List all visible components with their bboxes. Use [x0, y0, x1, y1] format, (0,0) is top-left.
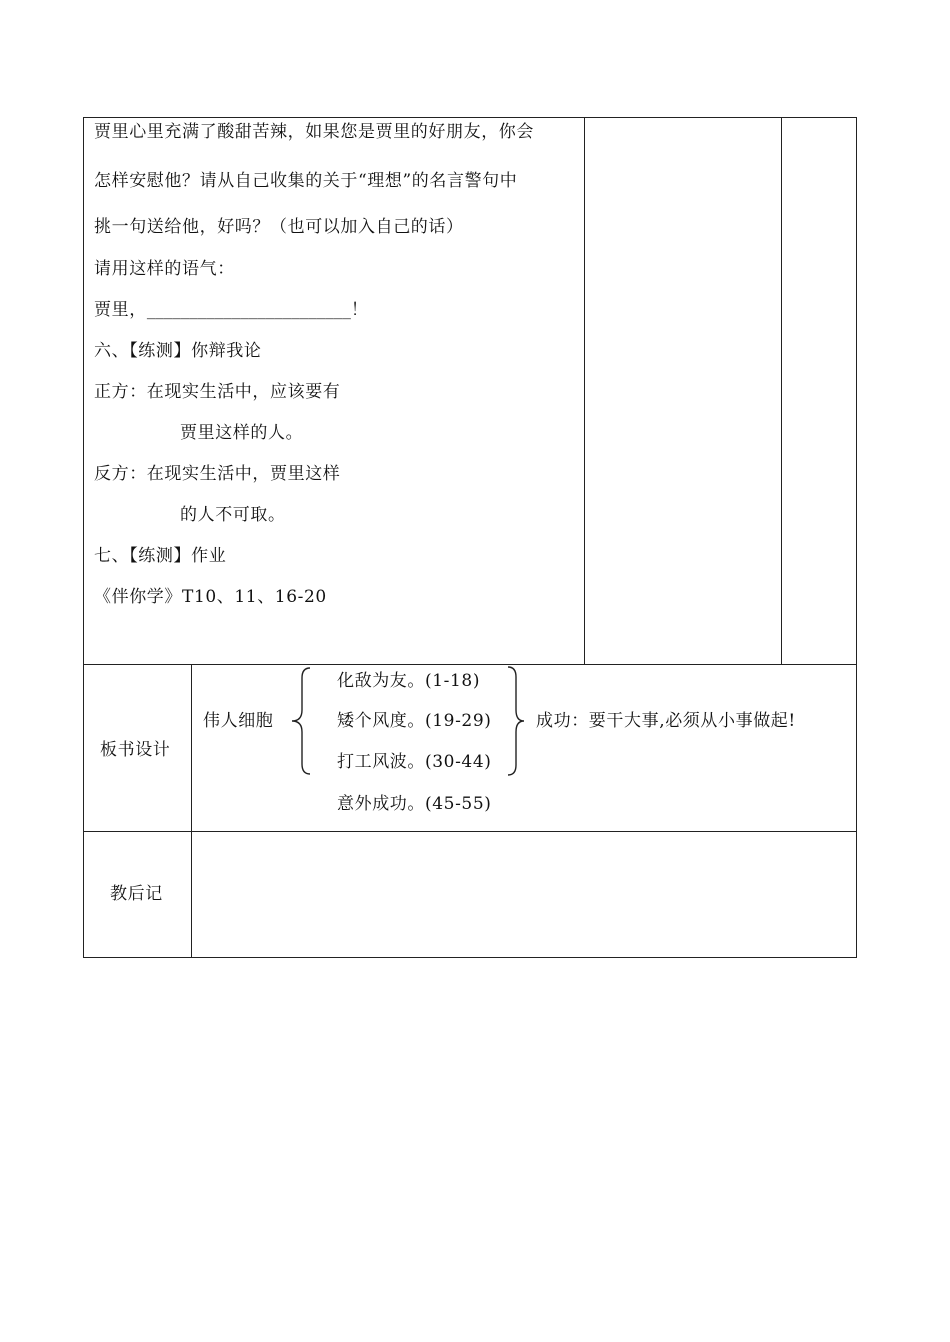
- column-divider-2: [781, 117, 782, 664]
- row-divider-1: [83, 664, 857, 665]
- section7-title: 七、【练测】作业: [94, 546, 227, 566]
- board-item-1: 化敌为友。(1-18): [337, 671, 481, 691]
- board-conclusion: 成功：要干大事,必须从小事做起!: [536, 711, 796, 731]
- board-item-2: 矮个风度。(19-29): [337, 711, 492, 731]
- board-item-4: 意外成功。(45-55): [337, 794, 492, 814]
- fill-in-line: [94, 299, 368, 321]
- fill-blank: ________________________: [146, 300, 351, 320]
- board-design-label: 板书设计: [100, 740, 171, 760]
- reflection-content-cell[interactable]: [192, 832, 856, 957]
- paragraph-line-3: 挑一句送给他，好吗？（也可以加入自己的话）: [94, 217, 464, 237]
- fill-prefix: 贾里，: [94, 300, 147, 320]
- paragraph-line-2: 怎样安慰他？请从自己收集的关于“理想”的名言警句中: [94, 171, 518, 191]
- pro-side-line-2: 贾里这样的人。: [180, 423, 304, 443]
- con-side-line-1: 反方：在现实生活中，贾里这样: [94, 464, 341, 484]
- column-divider-1: [584, 117, 585, 664]
- homework-line: 《伴你学》T10、11、16-20: [94, 587, 327, 607]
- reflection-label: 教后记: [110, 884, 163, 904]
- con-side-line-2: 的人不可取。: [180, 505, 286, 525]
- board-title: 伟人细胞: [203, 711, 274, 731]
- fill-suffix: ！: [350, 300, 369, 320]
- section6-title: 六、【练测】你辩我论: [94, 341, 262, 361]
- board-item-3: 打工风波。(30-44): [337, 752, 492, 772]
- tone-prompt: 请用这样的语气：: [94, 259, 235, 279]
- pro-side-line-1: 正方：在现实生活中，应该要有: [94, 382, 341, 402]
- paragraph-line-1: 贾里心里充满了酸甜苦辣，如果您是贾里的好朋友，你会: [94, 122, 534, 142]
- table-border-bottom: [83, 957, 857, 958]
- table-border-top: [83, 117, 857, 118]
- left-brace: [286, 666, 316, 776]
- right-brace: [504, 665, 528, 777]
